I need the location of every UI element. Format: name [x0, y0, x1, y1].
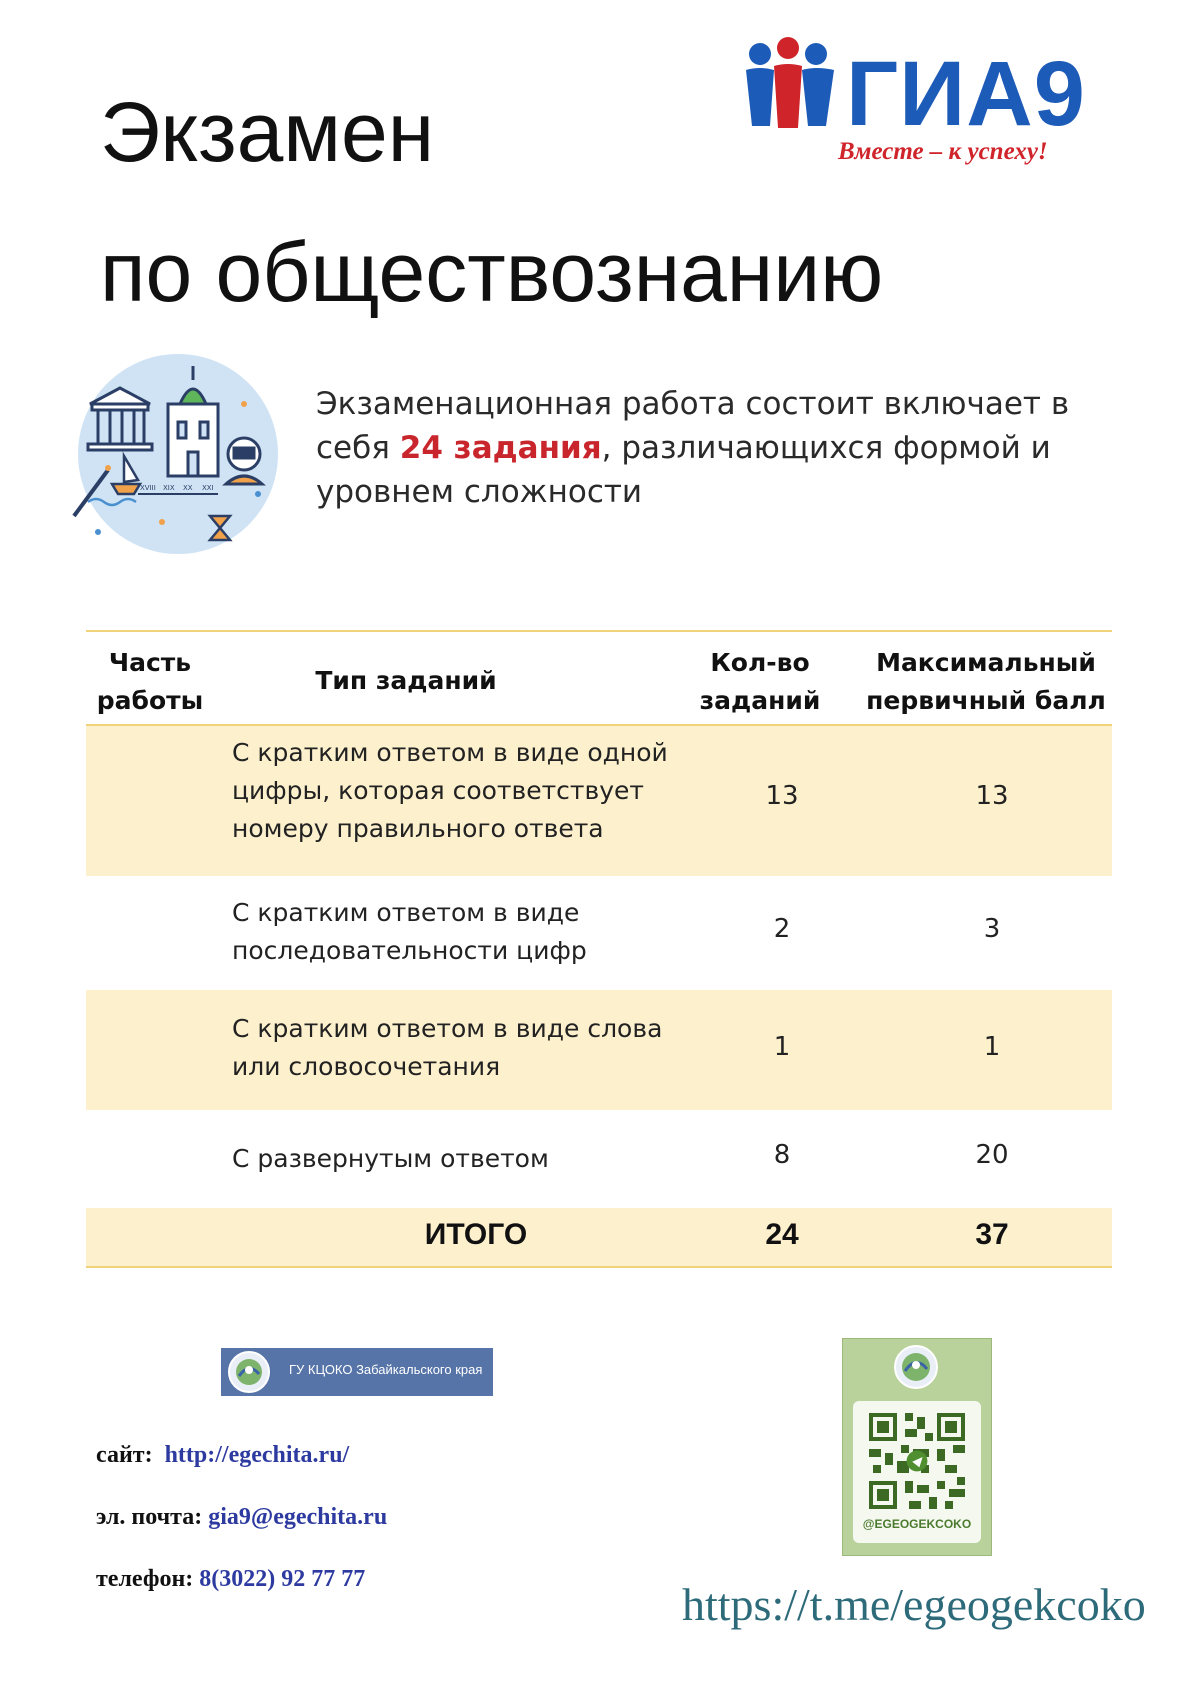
table-row — [86, 726, 1112, 876]
telegram-link[interactable]: https://t.me/egeogekcoko — [682, 1579, 1146, 1630]
svg-text:XXI: XXI — [202, 484, 214, 492]
telegram-qr-card[interactable] — [842, 1338, 992, 1556]
kcoko-emblem-icon — [227, 1350, 271, 1394]
table-row — [86, 876, 1112, 990]
gia9-figures-icon — [738, 36, 858, 136]
gia9-logo — [738, 36, 1098, 176]
phone-label: телефон: — [96, 1566, 194, 1592]
kcoko-emblem-icon — [891, 1343, 941, 1391]
table-row — [86, 990, 1112, 1110]
table-total-row — [86, 1208, 1112, 1268]
site-link[interactable]: http://egechita.ru/ — [164, 1442, 350, 1468]
total-count: 24 — [765, 1218, 799, 1251]
title-line-2: по обществознанию — [100, 225, 884, 319]
task-type: С развернутым ответом — [232, 1144, 549, 1173]
social-studies-illustration — [68, 344, 288, 564]
task-count: 8 — [773, 1140, 791, 1170]
task-type: С кратким ответом в виде последовательности цифр — [232, 898, 587, 965]
task-type: С кратким ответом в виде одной цифры, которая соответствует номеру правильного ответа — [232, 738, 668, 843]
email-label: эл. почта: — [96, 1504, 203, 1530]
org-banner[interactable] — [221, 1348, 493, 1396]
contact-email — [96, 1504, 387, 1531]
intro-text-before: Экзаменационная работа состоит включает в себя — [316, 386, 1070, 466]
table-row — [86, 1110, 1112, 1208]
intro-text-after: , различающихся формой и уровнем сложности — [316, 430, 1051, 510]
gia9-slogan: Вместе – к успеху! — [838, 138, 1048, 165]
exam-structure-table — [86, 630, 1112, 1268]
task-max-score: 13 — [975, 781, 1009, 811]
intro-paragraph — [316, 382, 1116, 514]
contact-phone — [96, 1566, 365, 1593]
intro-highlight: 24 задания — [399, 430, 602, 466]
task-type: С кратким ответом в виде слова или словосочетания — [232, 1014, 663, 1081]
table-header — [86, 630, 1112, 726]
phone-number[interactable]: 8(3022) 92 77 77 — [199, 1566, 366, 1592]
total-label: ИТОГО — [424, 1218, 528, 1251]
task-count: 13 — [765, 781, 799, 811]
svg-text:XVIII: XVIII — [140, 484, 156, 492]
header-part: Часть работы — [96, 648, 204, 715]
contact-site — [96, 1442, 349, 1469]
task-count: 2 — [773, 914, 791, 944]
header-max: Максимальный первичный балл — [866, 648, 1106, 715]
header-count: Кол-во заданий — [699, 648, 821, 715]
gia9-logo-text: ГИА9 — [846, 43, 1086, 145]
task-max-score: 3 — [983, 914, 1001, 944]
telegram-handle: @EGEOGEKCOKO — [862, 1517, 972, 1531]
email-link[interactable]: gia9@egechita.ru — [208, 1504, 388, 1530]
svg-text:XX: XX — [183, 484, 193, 492]
task-max-score: 20 — [975, 1140, 1009, 1170]
task-max-score: 1 — [983, 1032, 1001, 1062]
svg-text:XIX: XIX — [163, 484, 175, 492]
qr-code-box — [853, 1401, 981, 1543]
title-line-1: Экзамен — [100, 85, 435, 179]
task-count: 1 — [773, 1032, 791, 1062]
header-type: Тип заданий — [315, 666, 497, 695]
qr-code-icon — [865, 1409, 969, 1513]
org-banner-text: ГУ КЦОКО Забайкальского края — [289, 1362, 483, 1377]
site-label: сайт: — [96, 1442, 153, 1468]
total-max-score: 37 — [975, 1218, 1009, 1251]
